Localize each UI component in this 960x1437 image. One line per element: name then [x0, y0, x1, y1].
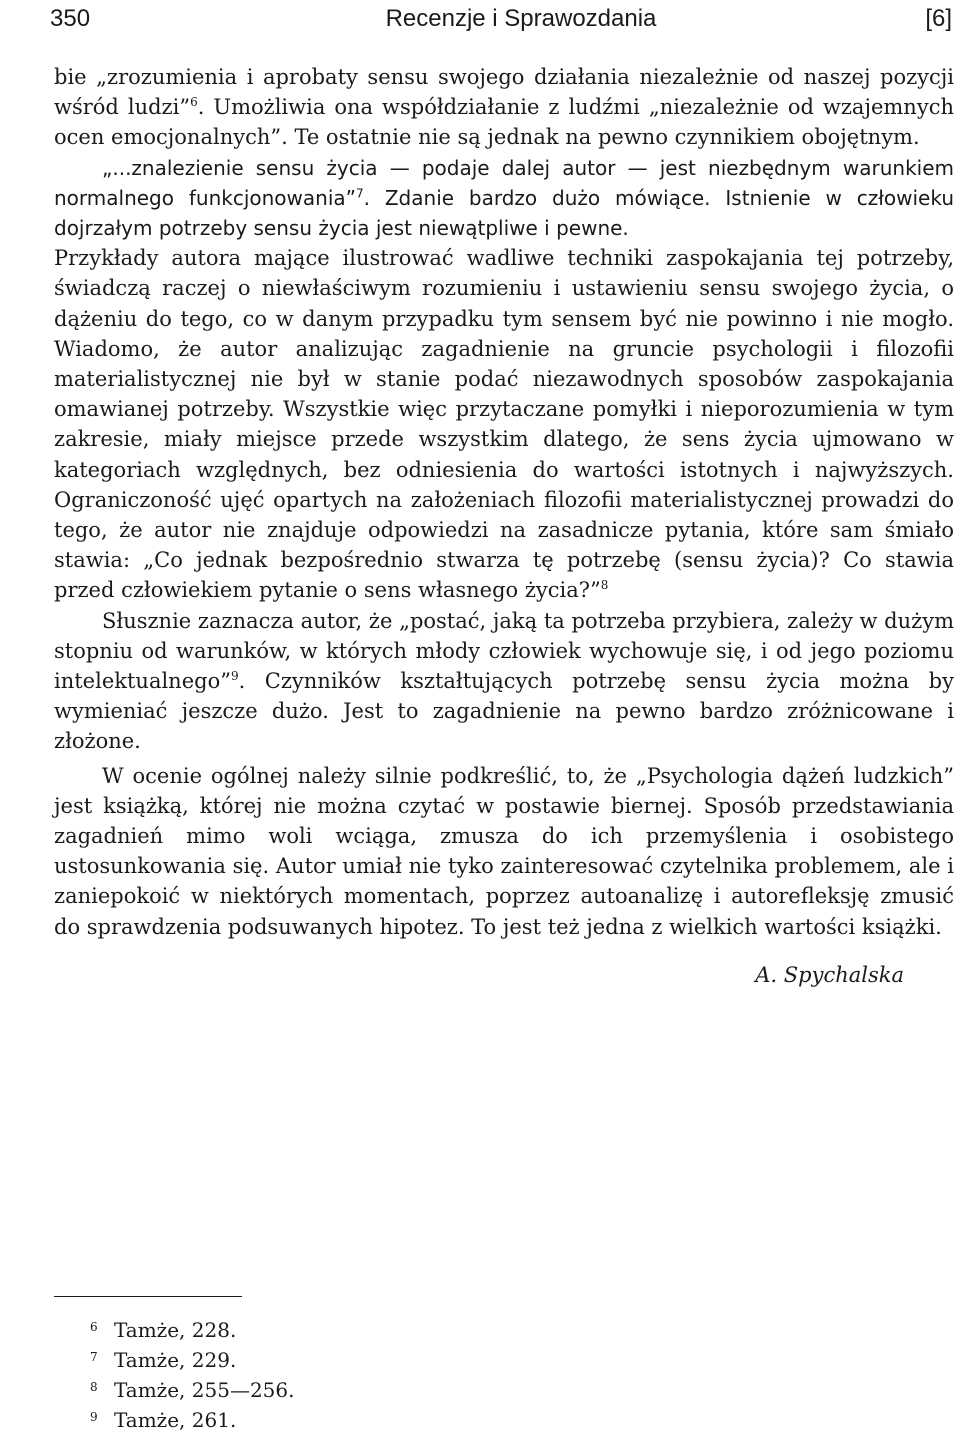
section-marker: [6] — [925, 5, 952, 32]
paragraph-text: . Czynników kształtujących potrzebę sensu życia można by wymieniać jeszcze dużo. Jest to zagadnienie na pewno bardzo zróżnicowane i złożone. — [54, 669, 954, 754]
paragraph-text: Słusznie zaznacza autor, że „postać, jaką ta potrzeba przybiera, zależy w dużym stopniu od warunków, w których młody człowiek wychowuje się, i od jego poziomu intelektualnego” — [54, 608, 954, 694]
footnote-ref: 9 — [230, 669, 239, 684]
paragraph-text: bie „zrozumienia i aprobaty sensu swojego działania niezależnie od naszej pozycji wśród ludzi” — [54, 65, 954, 120]
paragraph-2 — [54, 153, 954, 244]
footnote-number: 8 — [90, 1380, 98, 1394]
paragraph-4 — [54, 606, 954, 757]
footnote — [90, 1377, 294, 1407]
running-title: Recenzje i Sprawozdania — [385, 5, 657, 32]
footnote-number: 9 — [90, 1410, 98, 1424]
paragraph-text: W ocenie ogólnej należy silnie podkreślić, to, że „Psychologia dążeń ludzkich” jest książką, której nie można czytać w postawie biernej. Sposób przedstawiania zagadnień mimo woli wciąga, zmusza do ich przemyślenia i osobistego ustosunkowania się. Autor umiał nie tyko zainteresować czytelnika problemem, ale i zaniepokoić w niektórych momentach, poprzez autoanalizę i autorefleksję zmusić do sprawdzenia podsuwanych hipotez. To jest też jedna z wielkich wartości książki. — [54, 763, 954, 939]
body-text — [54, 62, 954, 990]
footnote — [90, 1317, 294, 1347]
footnote — [90, 1407, 294, 1437]
footnote-ref: 8 — [600, 578, 609, 593]
footnote-divider — [54, 1296, 242, 1297]
paragraph-text: . Zdanie bardzo dużo mówiące. Istnienie w człowieku dojrzałym potrzeby sensu życia jest niewątpliwe i pewne. — [54, 185, 954, 241]
footnote-number: 7 — [90, 1350, 98, 1364]
footnote-number: 6 — [90, 1320, 98, 1334]
footnote-text: Tamże, 255—256. — [114, 1378, 295, 1402]
footnotes — [90, 1317, 294, 1437]
paragraph-5 — [54, 761, 954, 942]
paragraph-text: . Umożliwia ona współdziałanie z ludźmi „niezależnie od wzajemnych ocen emocjonalnych”. Te ostatnie nie są jednak na pewno czynnikiem obojętnym. — [54, 95, 954, 150]
author-signature: A. Spychalska — [755, 962, 904, 987]
footnote-text: Tamże, 228. — [114, 1318, 237, 1342]
paragraph-text: „...znalezienie sensu życia — podaje dalej autor — jest niezbędnym warunkiem normalnego funkcjonowania” — [54, 155, 954, 210]
page-number: 350 — [50, 5, 91, 32]
footnote-text: Tamże, 261. — [114, 1408, 237, 1432]
paragraph-1 — [54, 62, 954, 153]
paragraph-text: Przykłady autora mające ilustrować wadliwe techniki zaspokajania tej potrzeby, świadczą raczej o niewłaściwym rozumieniu i ustawieniu sensu swojego życia, o dążeniu do tego, co w danym przypadku tym sensem być nie powinno i nie mogło. Wiadomo, że autor analizując zagadnienie na gruncie psychologii i filozofii materialistycznej nie był w stanie podać niezawodnych sposobów zaspokajania omawianej potrzeby. Wszystkie więc przytaczane pomyłki i nieporozumienia w tym zakresie, miały miejsce przede wszystkim dlatego, że sens życia ujmowano w kategoriach względnych, bez odniesienia do wartości istotnych i najwyższych. Ograniczoność ujęć opartych na założeniach filozofii materialistycznej prowadzi do tego, że autor nie znajduje odpowiedzi na zasadnicze pytania, które sam śmiało stawia: „Co jednak bezpośrednio stwarza tę potrzebę (sensu życia)? Co stawia przed człowiekiem pytanie o sens własnego życia?” — [54, 246, 954, 603]
paragraph-3 — [54, 243, 954, 605]
footnote-ref: 7 — [356, 186, 364, 201]
running-header — [50, 2, 952, 36]
footnote — [90, 1347, 294, 1377]
footnote-ref: 6 — [190, 95, 198, 110]
footnote-text: Tamże, 229. — [114, 1348, 237, 1372]
